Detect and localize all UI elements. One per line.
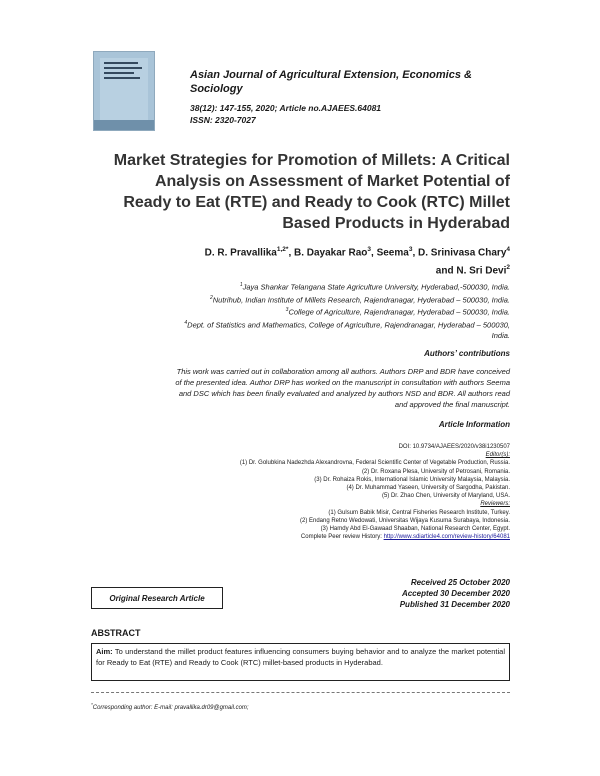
reviewer-item: (1) Gulsum Babik Misir, Central Fisheries Research Institute, Turkey. xyxy=(328,509,510,516)
cover-text-line xyxy=(104,72,134,74)
title-line: Market Strategies for Promotion of Millets: A Critical xyxy=(113,152,510,169)
affiliation-list xyxy=(80,280,510,341)
accepted-date: Accepted 30 December 2020 xyxy=(401,589,510,598)
editor-item: (1) Dr. Golubkina Nadezhda Alexandrovna, Federal Scientific Center of Vegetable Production, Russia. xyxy=(239,460,510,467)
journal-issn: ISSN: 2320-7027 xyxy=(190,115,256,125)
aim-label: Aim: xyxy=(96,647,113,656)
review-history: Complete Peer review History: http://www.sdiarticle4.com/review-history/64081 xyxy=(300,534,510,541)
author-sup: 4 xyxy=(506,246,510,253)
affiliation-item: $^1$Jaya Shankar Telangana State Agriculture University, Hyderabad,-500030, India. xyxy=(239,282,510,292)
journal-citation: 38(12): 147-155, 2020; Article no.AJAEES.64081 xyxy=(190,103,382,113)
author-sup: 3 xyxy=(367,246,371,253)
received-date: Received 25 October 2020 xyxy=(410,578,510,587)
affiliation-item: $^3$College of Agriculture, Rajendranagar, Hyderabad – 500030, India. xyxy=(285,307,510,317)
affiliation-item: India. xyxy=(491,331,510,340)
editors-label: Editor(s): xyxy=(485,452,510,459)
contributions-text: This work was carried out in collaboration among all authors. Authors DRP and BDR have conceived of the presented idea. Author DRP has worked on the manuscript in consultation with authors Seema and DSC which has been finally evaluated and analyzed by authors NSD and BDR. All authors read and approved the final manuscript. xyxy=(175,367,510,409)
author-name: Seema xyxy=(376,247,409,259)
author-name: B. Dayakar Rao xyxy=(294,247,368,259)
corresponding-author-note: *Corresponding author: E-mail: pravallika.dr09@gmail.com; xyxy=(91,702,249,711)
article-info-block xyxy=(120,443,510,541)
article-info-heading: Article Information xyxy=(438,420,510,429)
affiliation-item: $^4$Dept. of Statistics and Mathematics, College of Agriculture, Rajendranagar, Hyderabad – 500030, xyxy=(184,319,510,329)
title-line: Ready to Eat (RTE) and Ready to Cook (RTC) Millet xyxy=(123,194,510,211)
author-line-1: D. R. Pravallika$^{1,2*}$, B. Dayakar Rao$^3$, Seema$^3$, D. Srinivasa Chary$^4$ xyxy=(204,246,510,259)
cover-text-line xyxy=(104,67,142,69)
author-sup: 1,2* xyxy=(276,246,289,253)
editor-item: (4) Dr. Muhammad Yaseen, University of Sargodha, Pakistan. xyxy=(346,485,510,492)
affiliation-item: $^2$Nutrihub, Indian Institute of Millets Research, Rajendranagar, Hyderabad – 500030, India. xyxy=(209,294,510,304)
title-line: Based Products in Hyderabad xyxy=(282,215,510,232)
editor-item: (5) Dr. Zhao Chen, University of Maryland, USA. xyxy=(381,493,510,500)
reviewer-item: (3) Hamdy Abd El-Gawaad Shaaban, National Research Center, Egypt. xyxy=(320,526,510,533)
author-name: D. R. Pravallika xyxy=(204,247,277,259)
reviewers-label: Reviewers: xyxy=(480,501,510,508)
author-sup: 3 xyxy=(408,246,413,253)
footnote-divider xyxy=(91,692,510,693)
journal-name: Asian Journal of Agricultural Extension, Economics & Sociology xyxy=(190,69,472,95)
doi: DOI: 10.9734/AJAEES/2020/v38i1230507 xyxy=(398,444,510,450)
paper-title xyxy=(80,150,510,234)
author-sup: 2 xyxy=(506,264,510,272)
journal-meta xyxy=(190,102,510,126)
author-name: and N. Sri Devi xyxy=(435,265,507,277)
editor-item: (3) Dr. Rohaiza Rokis, International Islamic University Malaysia, Malaysia. xyxy=(314,476,510,483)
author-list xyxy=(100,242,510,279)
aim-text: To understand the millet product features influencing consumers buying behavior and to analyze the market potential for Ready to Eat (RTE) and Ready to Cook (RTC) millet-based products in Hyderabad. xyxy=(96,647,505,667)
author-line-2 xyxy=(100,260,510,278)
author-name: D. Srinivasa Chary xyxy=(418,247,507,259)
journal-cover-thumbnail xyxy=(93,51,155,131)
review-history-link[interactable]: http://www.sdiarticle4.com/review-history/64081 xyxy=(383,534,510,541)
contributions-heading: Authors’ contributions xyxy=(424,349,510,358)
publication-dates xyxy=(300,577,510,610)
cover-text-line xyxy=(104,77,140,79)
abstract-heading: ABSTRACT xyxy=(91,628,141,638)
editor-item: (2) Dr. Roxana Plesa, University of Petrosani, Romania. xyxy=(361,468,510,475)
article-type-box: Original Research Article xyxy=(91,587,223,609)
published-date: Published 31 December 2020 xyxy=(399,600,510,609)
cover-band xyxy=(94,120,154,130)
abstract-box xyxy=(91,643,510,681)
cover-text-line xyxy=(104,62,138,64)
reviewer-item: (2) Endang Retno Wedowati, Universitas Wijaya Kusuma Surabaya, Indonesia. xyxy=(300,517,510,524)
title-line: Analysis on Assessment of Market Potential of xyxy=(154,173,510,190)
